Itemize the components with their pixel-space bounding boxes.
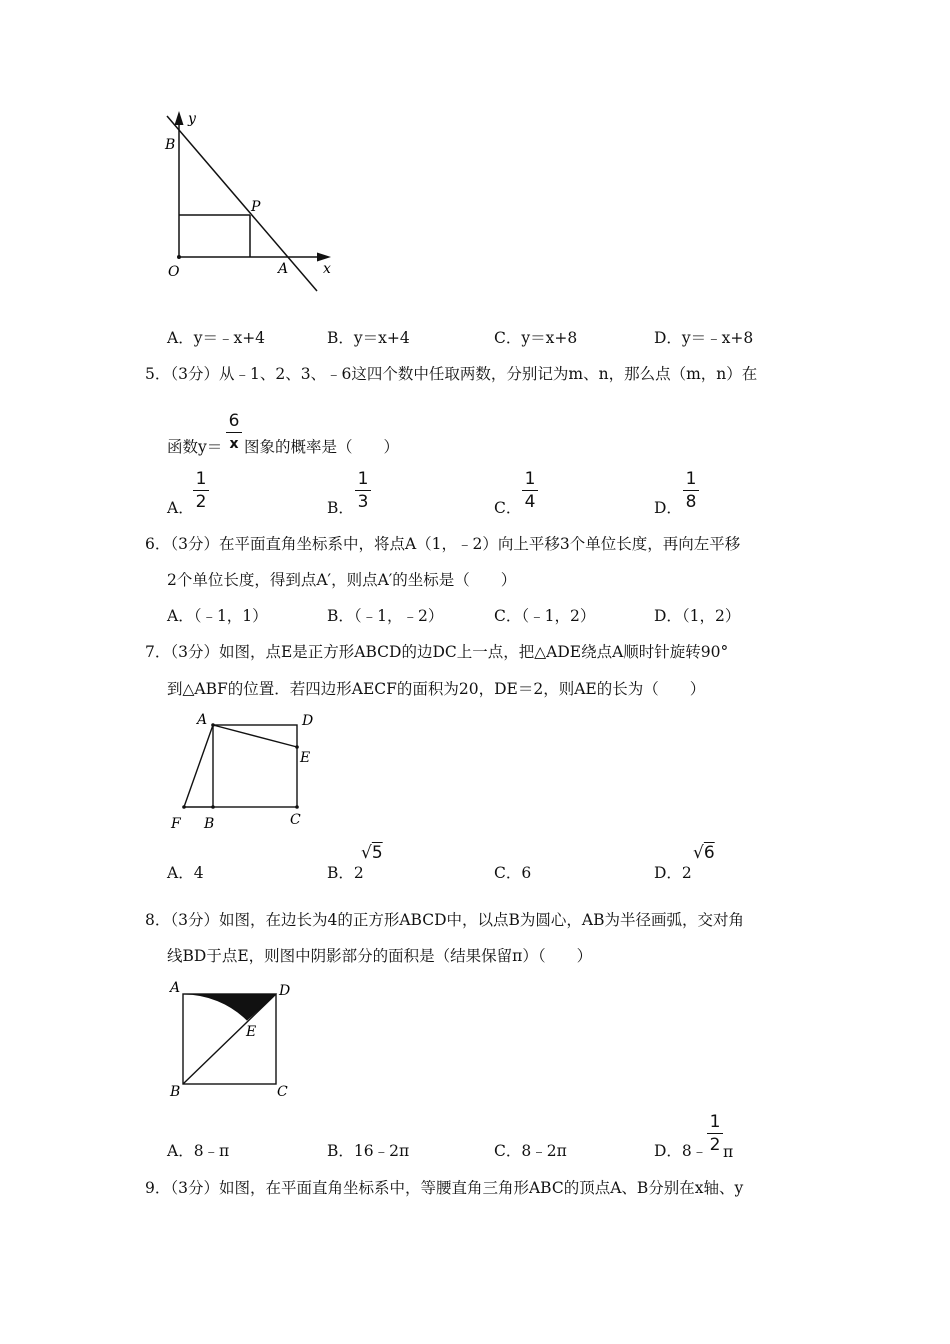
q8-square-figure <box>160 975 300 1105</box>
q4-coordinate-figure <box>150 105 350 295</box>
q4-option-c[interactable]: C．y＝x+8 <box>494 329 578 347</box>
q5-b-den: 3 <box>357 492 369 512</box>
q8-option-d-label[interactable]: D．8﹣ <box>654 1142 708 1160</box>
q8-option-d-pi: π <box>723 1143 734 1161</box>
q5-option-a-label[interactable]: A． <box>167 499 194 517</box>
q6-stem-line2: 2个单位长度，得到点A′，则点A′的坐标是（ ） <box>167 571 517 589</box>
q5-function-fraction <box>226 412 242 453</box>
q6-option-b[interactable]: B．（﹣1，﹣2） <box>327 607 444 625</box>
q8-option-a[interactable]: A．8﹣π <box>167 1142 230 1160</box>
q7-option-d-label[interactable]: D．2 <box>654 864 692 882</box>
fig8-label-b: B <box>170 1084 181 1100</box>
fig7-label-e: E <box>300 750 311 766</box>
q5-option-d-label[interactable]: D． <box>654 499 682 517</box>
q6-option-c[interactable]: C．（﹣1，2） <box>494 607 596 625</box>
q8-option-b[interactable]: B．16﹣2π <box>327 1142 410 1160</box>
q7-option-b-label[interactable]: B．2 <box>327 864 364 882</box>
q5-stem-line1: 5．（3分）从﹣1、2、3、﹣6这四个数中任取两数，分别记为m、n，那么点（m，n）在 <box>145 365 758 383</box>
fig7-label-a: A <box>197 712 208 728</box>
q5-c-num: 1 <box>524 469 536 489</box>
fig8-label-a: A <box>170 980 181 996</box>
q5-option-d-fraction <box>683 470 699 511</box>
q5-d-den: 8 <box>685 492 697 512</box>
fig7-label-d: D <box>302 713 314 729</box>
q4-option-a[interactable]: A．y＝﹣x+4 <box>167 329 266 347</box>
q7-option-b-radicand: 5 <box>371 843 383 863</box>
q8-d-num: 1 <box>709 1112 721 1132</box>
q8-d-den: 2 <box>709 1135 721 1155</box>
q7-stem-line2: 到△ABF的位置．若四边形AECF的面积为20，DE＝2，则AE的长为（ ） <box>167 680 706 698</box>
q4-option-b[interactable]: B．y＝x+4 <box>327 329 410 347</box>
q5-option-b-label[interactable]: B． <box>327 499 354 517</box>
fig8-label-c: C <box>277 1084 288 1100</box>
fig4-label-x: x <box>323 261 331 277</box>
q7-option-a[interactable]: A．4 <box>167 864 204 882</box>
q5-fraction-denominator: x <box>229 436 239 452</box>
q7-option-c[interactable]: C．6 <box>494 864 532 882</box>
q5-option-c-fraction <box>522 470 538 511</box>
q7-square-figure <box>160 705 330 835</box>
q5-stem-line2-post: 图象的概率是（ ） <box>244 438 400 456</box>
q7-option-b-sqrt: √5 <box>361 843 383 863</box>
q6-option-a[interactable]: A．（﹣1，1） <box>167 607 268 625</box>
q6-stem-line1: 6．（3分）在平面直角坐标系中，将点A（1，﹣2）向上平移3个单位长度，再向左平移 <box>145 535 741 553</box>
q4-option-d[interactable]: D．y＝﹣x+8 <box>654 329 754 347</box>
q5-option-b-fraction <box>355 470 371 511</box>
q5-stem-line2-pre: 函数y＝ <box>167 438 223 456</box>
q5-fraction-numerator: 6 <box>228 411 240 431</box>
q6-option-d[interactable]: D．（1，2） <box>654 607 741 625</box>
fig7-label-f: F <box>171 816 181 832</box>
q9-stem-line1: 9．（3分）如图，在平面直角坐标系中，等腰直角三角形ABC的顶点A、B分别在x轴、y <box>145 1179 744 1197</box>
q5-d-num: 1 <box>685 469 697 489</box>
q8-option-d-fraction <box>707 1113 723 1154</box>
q7-option-d-radicand: 6 <box>703 843 715 863</box>
q8-stem-line1: 8．（3分）如图，在边长为4的正方形ABCD中，以点B为圆心，AB为半径画弧，交对角 <box>145 911 744 929</box>
fig8-label-d: D <box>279 983 291 999</box>
q5-a-num: 1 <box>195 469 207 489</box>
q5-a-den: 2 <box>195 492 207 512</box>
q5-option-c-label[interactable]: C． <box>494 499 522 517</box>
q8-stem-line2: 线BD于点E，则图中阴影部分的面积是（结果保留π）（ ） <box>167 947 593 965</box>
q5-b-num: 1 <box>357 469 369 489</box>
fig4-label-a: A <box>278 261 289 277</box>
q7-stem-line1: 7．（3分）如图，点E是正方形ABCD的边DC上一点，把△ADE绕点A顺时针旋转90° <box>145 643 729 661</box>
fig7-label-b: B <box>204 816 215 832</box>
fig8-label-e: E <box>246 1024 257 1040</box>
fig4-label-b: B <box>165 137 176 153</box>
q5-c-den: 4 <box>524 492 536 512</box>
fig4-label-y: y <box>188 111 196 127</box>
q5-option-a-fraction <box>193 470 209 511</box>
q8-option-c[interactable]: C．8﹣2π <box>494 1142 567 1160</box>
fig4-label-p: P <box>251 199 261 215</box>
fig4-label-o: O <box>168 264 180 280</box>
fig7-label-c: C <box>290 812 301 828</box>
q7-option-d-sqrt: √6 <box>693 843 715 863</box>
